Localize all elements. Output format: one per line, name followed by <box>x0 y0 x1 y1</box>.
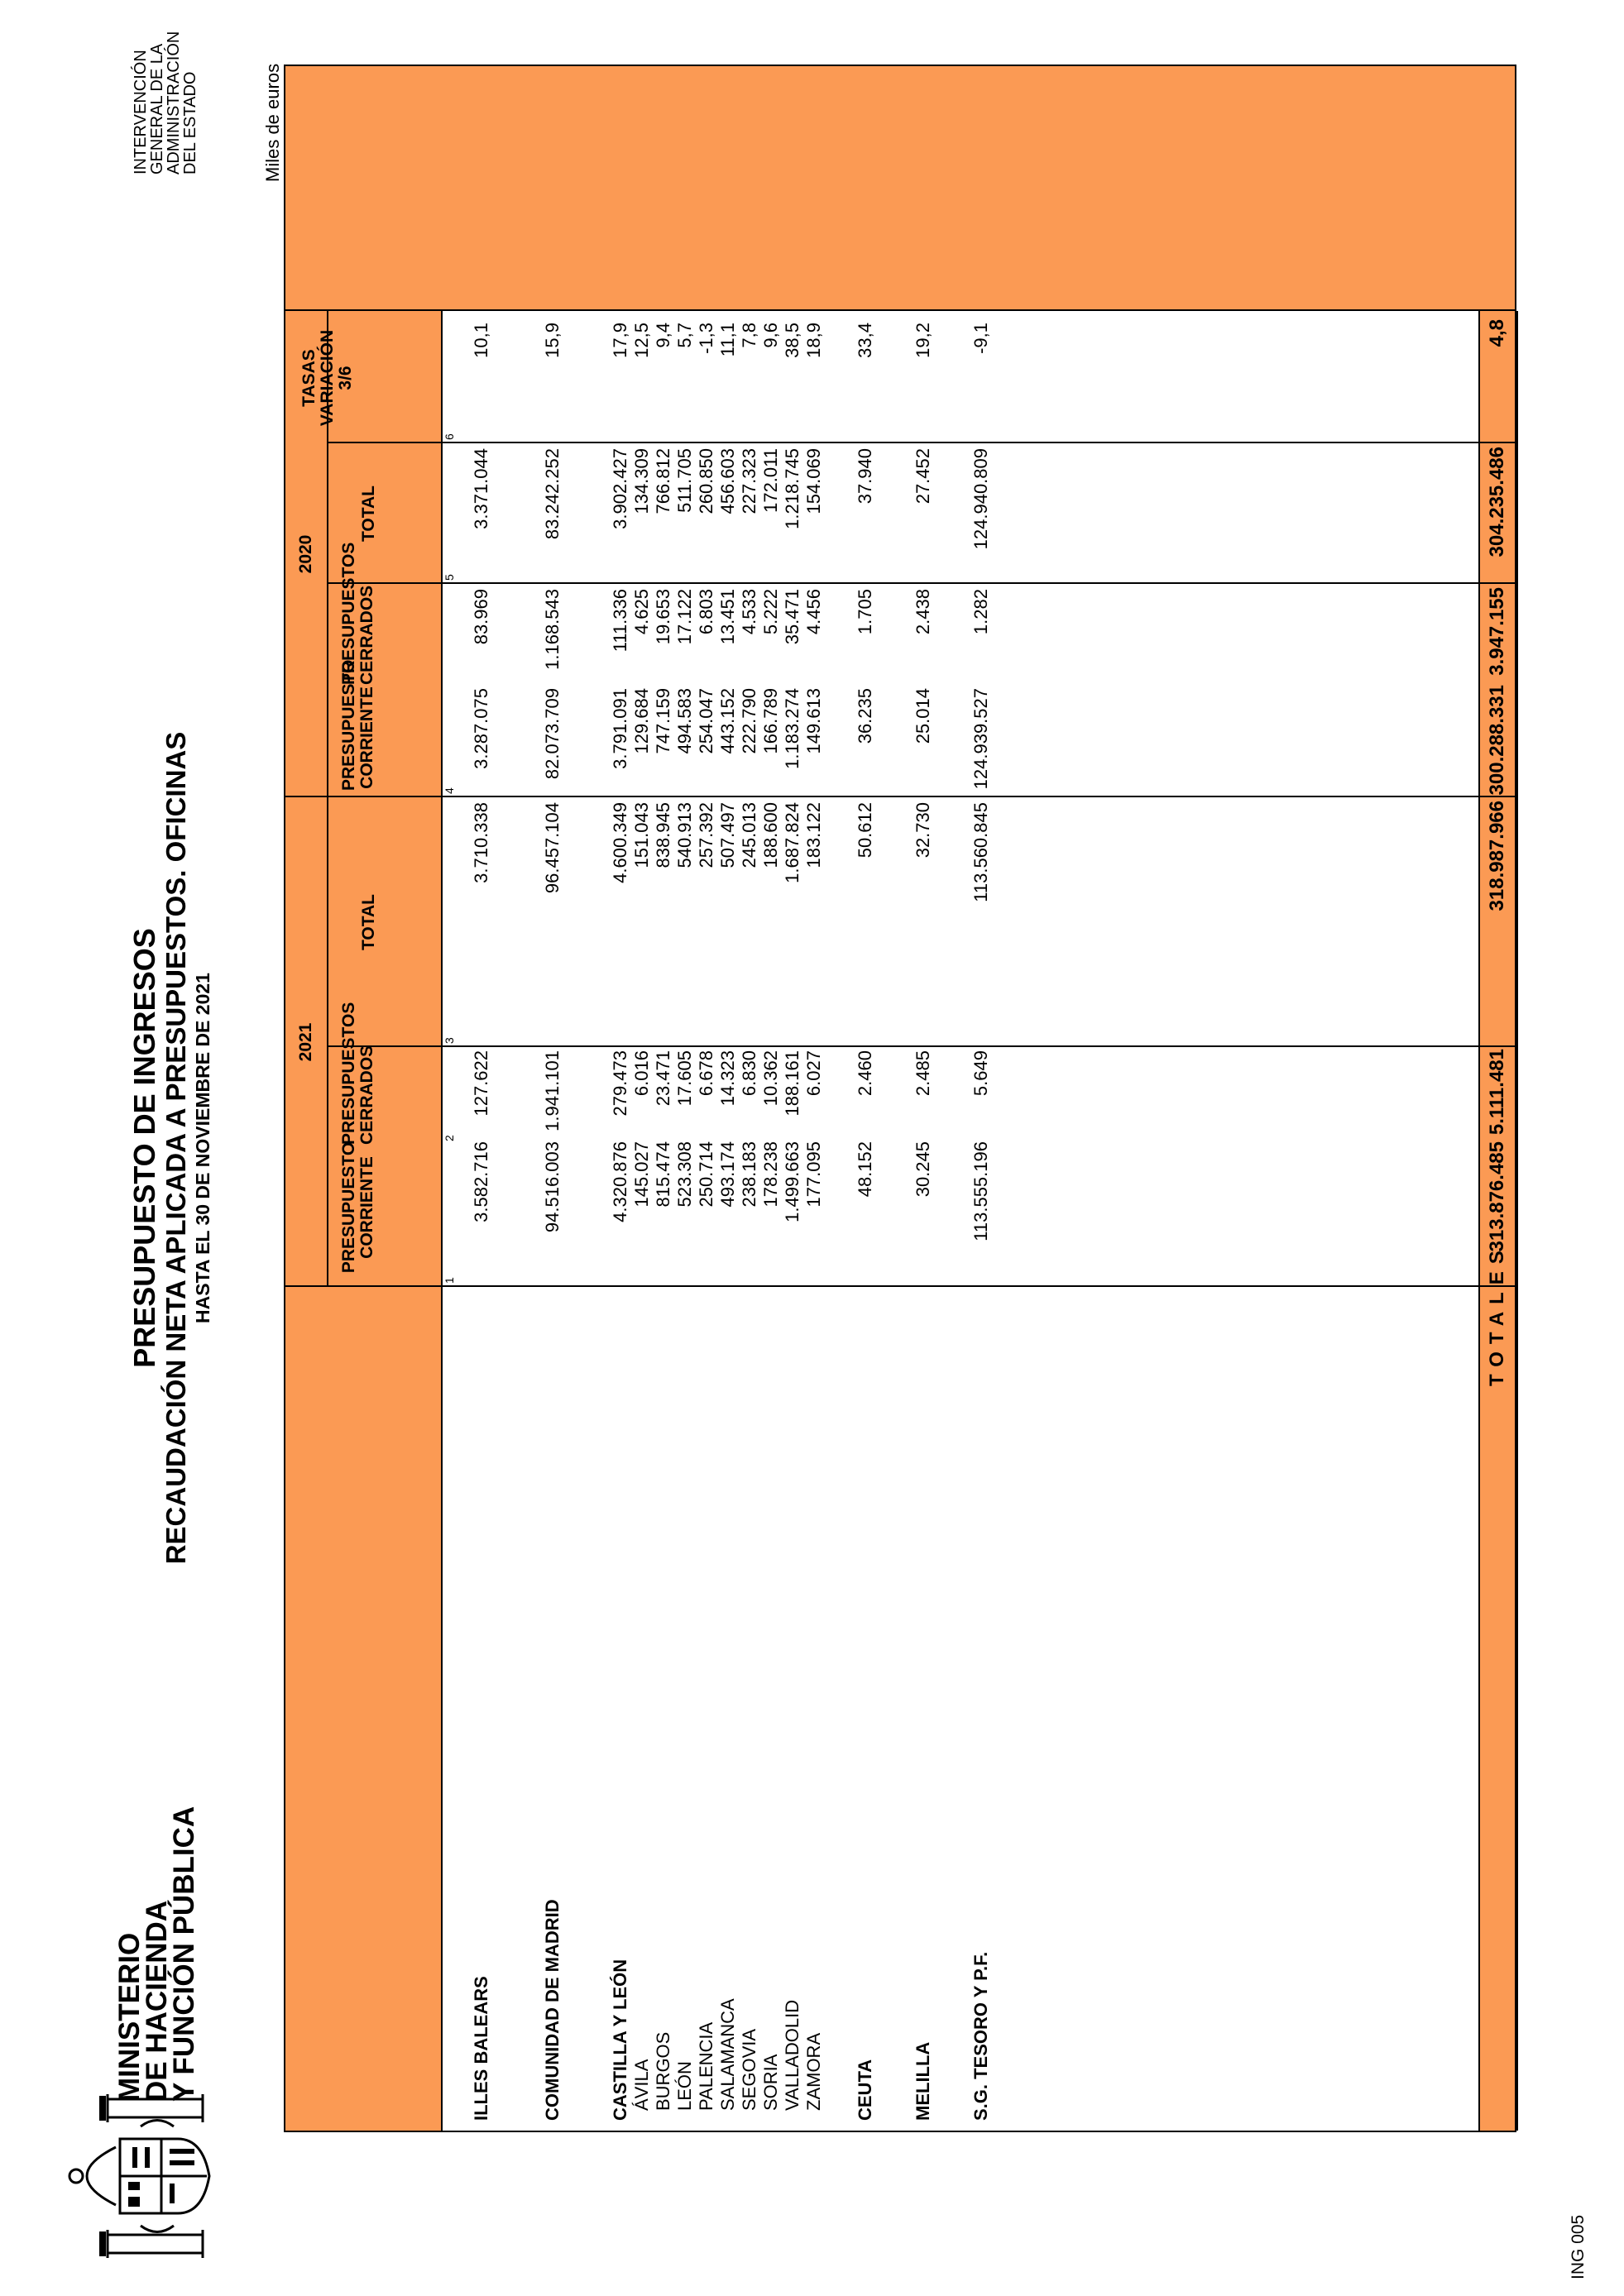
table-cell: 2.460 <box>855 1050 875 1097</box>
table-cell: 4.600.349 <box>610 802 630 883</box>
col-number: 1 <box>443 1277 456 1284</box>
year-rule <box>327 311 328 1287</box>
table-cell: 250.714 <box>696 1141 716 1208</box>
table-cell: 4.625 <box>631 589 652 635</box>
row-label: LEÓN <box>674 2061 695 2111</box>
header-corriente-2021: PRESUPUESTO CORRIENTE <box>339 1141 376 1274</box>
ministry-line: DE HACIENDA <box>141 1900 173 2102</box>
year-2021-header: 2021 <box>296 1022 315 1062</box>
table-cell: 127.622 <box>471 1050 491 1117</box>
year-2020-header: 2020 <box>296 534 315 574</box>
ministry-line: Y FUNCIÓN PÚBLICA <box>168 1806 200 2102</box>
table-cell: 2.438 <box>913 589 933 635</box>
table-cell: 5.222 <box>760 589 781 635</box>
table-cell: 178.238 <box>760 1141 781 1208</box>
table-cell: 15,9 <box>542 323 563 358</box>
table-cell: 815.474 <box>653 1141 673 1208</box>
table-cell: 1.687.824 <box>782 802 802 883</box>
total-cell: 5.111.481 <box>1486 1049 1508 1136</box>
bottom-rule <box>1516 311 1518 2131</box>
revenue-table <box>284 65 1516 2132</box>
table-cell: 2.485 <box>913 1050 933 1097</box>
total-cell: 313.876.485 <box>1486 1141 1508 1252</box>
col-number: 6 <box>443 433 456 440</box>
table-cell: 1.183.274 <box>782 688 802 769</box>
table-cell: 6.803 <box>696 589 716 635</box>
table-cell: 19.653 <box>653 589 673 645</box>
totals-label: TOTALES <box>1486 1243 1508 1386</box>
table-cell: 12,5 <box>631 323 652 358</box>
table-cell: 94.516.003 <box>542 1141 563 1233</box>
units-label: Miles de euros <box>262 63 283 182</box>
row-label: ZAMORA <box>803 2032 824 2111</box>
report-subtitle: RECAUDACIÓN NETA APLICADA A PRESUPUESTOS. OFICINAS <box>160 731 191 1565</box>
table-cell: 3.902.427 <box>610 448 630 529</box>
table-cell: 124.940.809 <box>970 448 991 550</box>
report-title: PRESUPUESTO DE INGRESOS <box>127 928 161 1368</box>
header-cerrados-2021: PRESUPUESTOS CERRADOS <box>339 1002 376 1145</box>
header-total-2021: TOTAL <box>359 893 378 951</box>
col-rule <box>327 582 1516 584</box>
table-cell: 33,4 <box>855 323 875 358</box>
table-cell: 523.308 <box>674 1141 695 1208</box>
table-cell: 443.152 <box>717 688 738 754</box>
table-cell: -1,3 <box>696 323 716 354</box>
table-cell: 25.014 <box>913 688 933 744</box>
table-cell: 134.309 <box>631 448 652 514</box>
table-cell: 27.452 <box>913 448 933 505</box>
col-rule <box>285 796 1516 797</box>
table-cell: 111.336 <box>610 589 630 653</box>
table-cell: 254.047 <box>696 688 716 754</box>
table-cell: 4.456 <box>803 589 824 635</box>
table-cell: 124.939.527 <box>970 688 991 790</box>
agency-line: INTERVENCIÓN GENERAL DE LA <box>132 43 166 175</box>
table-cell: 6.027 <box>803 1050 824 1097</box>
header-corriente-2020: PRESUPUESTO CORRIENTE <box>339 659 376 791</box>
table-cell: 172.011 <box>760 448 781 513</box>
table-cell: 9,6 <box>760 323 781 348</box>
total-cell: 304.235.486 <box>1486 447 1508 557</box>
totals-rule <box>1478 311 1480 2131</box>
total-cell: 4,8 <box>1486 319 1508 347</box>
table-cell: 14.323 <box>717 1050 738 1107</box>
table-cell: 166.789 <box>760 688 781 754</box>
col-rule <box>285 1285 1516 1287</box>
table-cell: 9,4 <box>653 323 673 348</box>
table-cell: 540.913 <box>674 802 695 868</box>
col-rule <box>285 309 1515 311</box>
table-cell: 10.362 <box>760 1050 781 1107</box>
table-cell: 4.533 <box>739 589 759 635</box>
table-cell: 188.600 <box>760 802 781 868</box>
table-cell: 83.242.252 <box>542 448 563 540</box>
table-cell: 1.941.101 <box>542 1050 563 1131</box>
table-cell: 238.183 <box>739 1141 759 1208</box>
table-cell: 1.705 <box>855 589 875 635</box>
col-number: 3 <box>443 1037 456 1044</box>
table-cell: 1.168.543 <box>542 589 563 670</box>
table-cell: 183.122 <box>803 802 824 868</box>
report-date: HASTA EL 30 DE NOVIEMBRE DE 2021 <box>192 973 213 1323</box>
col-number: 2 <box>443 1135 456 1141</box>
table-cell: 38,5 <box>782 323 802 358</box>
row-label: PALENCIA <box>696 2021 716 2111</box>
table-cell: 50.612 <box>855 802 875 859</box>
col-number: 5 <box>443 574 456 581</box>
table-cell: 222.790 <box>739 688 759 754</box>
table-cell: 145.027 <box>631 1141 652 1208</box>
table-cell: 83.969 <box>471 589 491 645</box>
table-cell: 37.940 <box>855 448 875 505</box>
row-label: ÁVILA <box>631 2059 652 2111</box>
col-number: 4 <box>443 787 456 794</box>
table-cell: 3.582.716 <box>471 1141 491 1222</box>
row-label: COMUNIDAD DE MADRID <box>542 1899 563 2121</box>
table-cell: 5.649 <box>970 1050 991 1097</box>
table-cell: 18,9 <box>803 323 824 358</box>
row-label: VALLADOLID <box>782 1999 802 2111</box>
table-cell: 7,8 <box>739 323 759 348</box>
table-cell: 257.392 <box>696 802 716 868</box>
table-cell: 6.830 <box>739 1050 759 1097</box>
table-cell: 19,2 <box>913 323 933 358</box>
row-label: MELILLA <box>913 2041 933 2121</box>
table-cell: 747.159 <box>653 688 673 754</box>
table-cell: 48.152 <box>855 1141 875 1198</box>
table-cell: 10,1 <box>471 323 491 358</box>
table-cell: 260.850 <box>696 448 716 514</box>
row-label: SEGOVIA <box>739 2028 759 2111</box>
total-cell: 3.947.155 <box>1486 587 1508 676</box>
agency-name <box>132 0 199 175</box>
report-titles <box>128 0 214 2296</box>
table-cell: 838.945 <box>653 802 673 868</box>
row-label: BURGOS <box>653 2031 673 2111</box>
col-rule <box>327 442 1516 443</box>
table-cell: 32.730 <box>913 802 933 859</box>
table-cell: 17.605 <box>674 1050 695 1107</box>
table-cell: 36.235 <box>855 688 875 744</box>
table-cell: 96.457.104 <box>542 802 563 894</box>
table-cell: 30.245 <box>913 1141 933 1198</box>
table-cell: 151.043 <box>631 802 652 868</box>
table-cell: 511.705 <box>674 448 695 513</box>
row-label: SORIA <box>760 2054 781 2111</box>
table-cell: 5,7 <box>674 323 695 348</box>
table-cell: 1.218.745 <box>782 448 802 529</box>
table-cell: 245.013 <box>739 802 759 868</box>
table-cell: 17,9 <box>610 323 630 358</box>
table-cell: 279.473 <box>610 1050 630 1117</box>
total-cell: 318.987.966 <box>1486 801 1508 911</box>
row-label: CASTILLA Y LEÓN <box>610 1959 630 2121</box>
ministry-line: MINISTERIO <box>113 1932 146 2102</box>
total-cell: 300.288.331 <box>1486 685 1508 796</box>
table-cell: 6.016 <box>631 1050 652 1097</box>
table-cell: 3.710.338 <box>471 802 491 883</box>
table-cell: 11,1 <box>717 323 738 357</box>
table-cell: 227.323 <box>739 448 759 514</box>
table-cell: 23.471 <box>653 1050 673 1107</box>
header-cerrados-2020: PRESUPUESTOS CERRADOS <box>339 542 376 685</box>
table-cell: 494.583 <box>674 688 695 754</box>
table-cell: 129.684 <box>631 688 652 754</box>
table-cell: 35.471 <box>782 589 802 645</box>
table-cell: 113.555.196 <box>970 1141 991 1241</box>
table-cell: 13.451 <box>717 589 738 645</box>
table-cell: 3.791.091 <box>610 688 630 769</box>
tasas-column-fill <box>285 66 1515 311</box>
row-label: S.G. TESORO Y P.F. <box>970 1951 991 2121</box>
table-cell: 493.174 <box>717 1141 738 1208</box>
header-rule <box>441 311 443 2131</box>
table-cell: 507.497 <box>717 802 738 868</box>
col-rule <box>327 1045 1516 1047</box>
table-cell: 3.287.075 <box>471 688 491 769</box>
agency-line: ADMINISTRACIÓN DEL ESTADO <box>165 31 199 175</box>
table-cell: 113.560.845 <box>970 802 991 902</box>
row-label: SALAMANCA <box>717 1998 738 2111</box>
table-cell: 188.161 <box>782 1050 802 1117</box>
header-total-2020: TOTAL <box>359 485 378 543</box>
table-cell: 766.812 <box>653 448 673 514</box>
table-cell: 6.678 <box>696 1050 716 1097</box>
table-cell: 17.122 <box>674 589 695 645</box>
table-cell: 82.073.709 <box>542 688 563 780</box>
table-cell: -9,1 <box>970 323 991 354</box>
row-label: ILLES BALEARS <box>471 1976 491 2121</box>
table-cell: 4.320.876 <box>610 1141 630 1222</box>
ref-code: ING 005 <box>1569 2214 1588 2279</box>
table-cell: 456.603 <box>717 448 738 514</box>
table-cell: 154.069 <box>803 448 824 514</box>
table-cell: 149.613 <box>803 688 824 754</box>
table-cell: 1.282 <box>970 589 991 635</box>
header-tasas: TASAS VARIACIÓN 3/6 <box>299 329 355 427</box>
table-cell: 1.499.663 <box>782 1141 802 1222</box>
row-label: CEUTA <box>855 2059 875 2121</box>
table-cell: 3.371.044 <box>471 448 491 529</box>
table-cell: 177.095 <box>803 1141 824 1208</box>
